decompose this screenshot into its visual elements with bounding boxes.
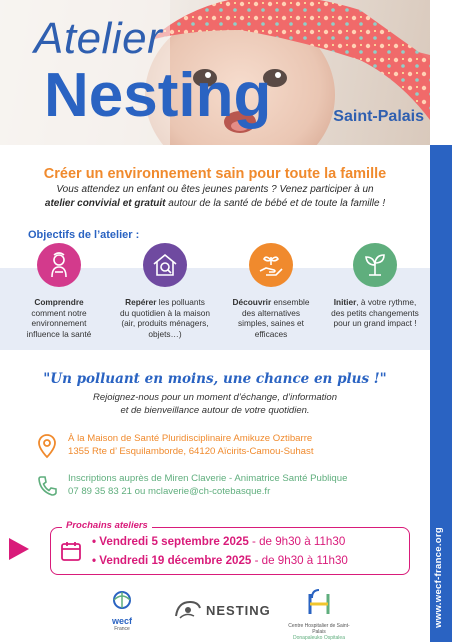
title-nesting: Nesting (44, 61, 272, 130)
location-line2: 1355 Rte d’ Esquilamborde, 64120 Aïcirits-Camou-Suhast (68, 445, 314, 457)
session-date: • Vendredi 19 décembre 2025 (92, 554, 252, 567)
objectives-heading: Objectifs de l’atelier : (28, 229, 140, 241)
city-label: Saint-Palais (333, 108, 424, 125)
hospital-emblem-icon (302, 588, 336, 618)
intro-line1: Vous attendez un enfant ou êtes jeunes parents ? Venez participer à un (56, 184, 374, 195)
pointer-arrow-icon (9, 538, 29, 560)
session-time: - de 9h30 à 11h30 (251, 554, 348, 567)
session-time: - de 9h30 à 11h30 (248, 535, 346, 548)
objective-bold: Initier (333, 297, 357, 307)
session-item (92, 535, 345, 548)
hero-banner (0, 0, 430, 145)
contact-line2[interactable]: 07 89 35 83 21 ou mclaverie@ch-cotebasque.fr (68, 485, 271, 497)
house-search-icon (143, 243, 187, 287)
objective-bold: Repérer (125, 297, 157, 307)
intro-bold: atelier convivial et gratuit (44, 198, 166, 209)
session-item (92, 554, 348, 567)
location-line1: À la Maison de Santé Pluridisciplinaire Amikuze Oztibarre (68, 433, 313, 444)
wecf-emblem-icon (107, 590, 137, 612)
contact-info (36, 473, 347, 499)
slogan-quote: "Un polluant en moins, une chance en plus !" (43, 371, 387, 387)
slogan-subtext (30, 391, 400, 417)
contact-line1: Inscriptions auprès de Miren Claverie - Animatrice Santé Publique (68, 473, 348, 484)
website-url[interactable]: www.wecf-france.org (433, 527, 444, 628)
hospital-logo (284, 588, 354, 641)
subtext-line1: Rejoignez-nous pour un moment d’échange, d’information (93, 392, 337, 403)
session-date: • Vendredi 5 septembre 2025 (92, 535, 249, 548)
hand-plant-icon (249, 243, 293, 287)
objective-item (120, 243, 210, 339)
objective-item (330, 243, 420, 329)
wecf-sub: France (114, 626, 130, 632)
subtext-line2: et de bienveillance autour de votre quotidien. (120, 405, 310, 416)
nesting-name: NESTING (206, 602, 271, 618)
wecf-name: wecf (111, 616, 132, 626)
location-info (36, 433, 313, 459)
calendar-icon (60, 540, 82, 562)
nesting-logo (172, 598, 271, 622)
objective-text: les polluants du quotidien à la maison (air, produits ménagers, objets…) (120, 297, 210, 339)
nesting-emblem-icon (172, 598, 204, 622)
objective-text: ensemble des alternatives simples, saines et efficaces (238, 297, 310, 339)
phone-icon (36, 473, 58, 499)
objective-text: comment notre environnement influence la santé (26, 307, 92, 339)
intro-title: Créer un environnement sain pour toute la famille (43, 166, 387, 182)
objective-text: , à votre rythme, des petits changements pour un grand impact ! (331, 297, 419, 328)
baby-icon (37, 243, 81, 287)
title-atelier: Atelier (34, 14, 163, 63)
hospital-line1: Centre Hospitalier de Saint-Palais (288, 623, 350, 635)
map-pin-icon (36, 433, 58, 459)
objective-bold: Découvrir (232, 297, 272, 307)
objective-bold: Comprendre (34, 297, 84, 307)
intro-line2: autour de la santé de bébé et de toute la famille ! (165, 198, 386, 209)
intro-text (14, 183, 416, 211)
objective-item (14, 243, 104, 339)
side-band (430, 145, 452, 642)
wecf-logo (102, 590, 142, 632)
sprout-icon (353, 243, 397, 287)
next-sessions-label: Prochains ateliers (62, 520, 152, 531)
hospital-line2: Donapaleuko Ospitalea (293, 635, 345, 641)
objective-item (226, 243, 316, 339)
